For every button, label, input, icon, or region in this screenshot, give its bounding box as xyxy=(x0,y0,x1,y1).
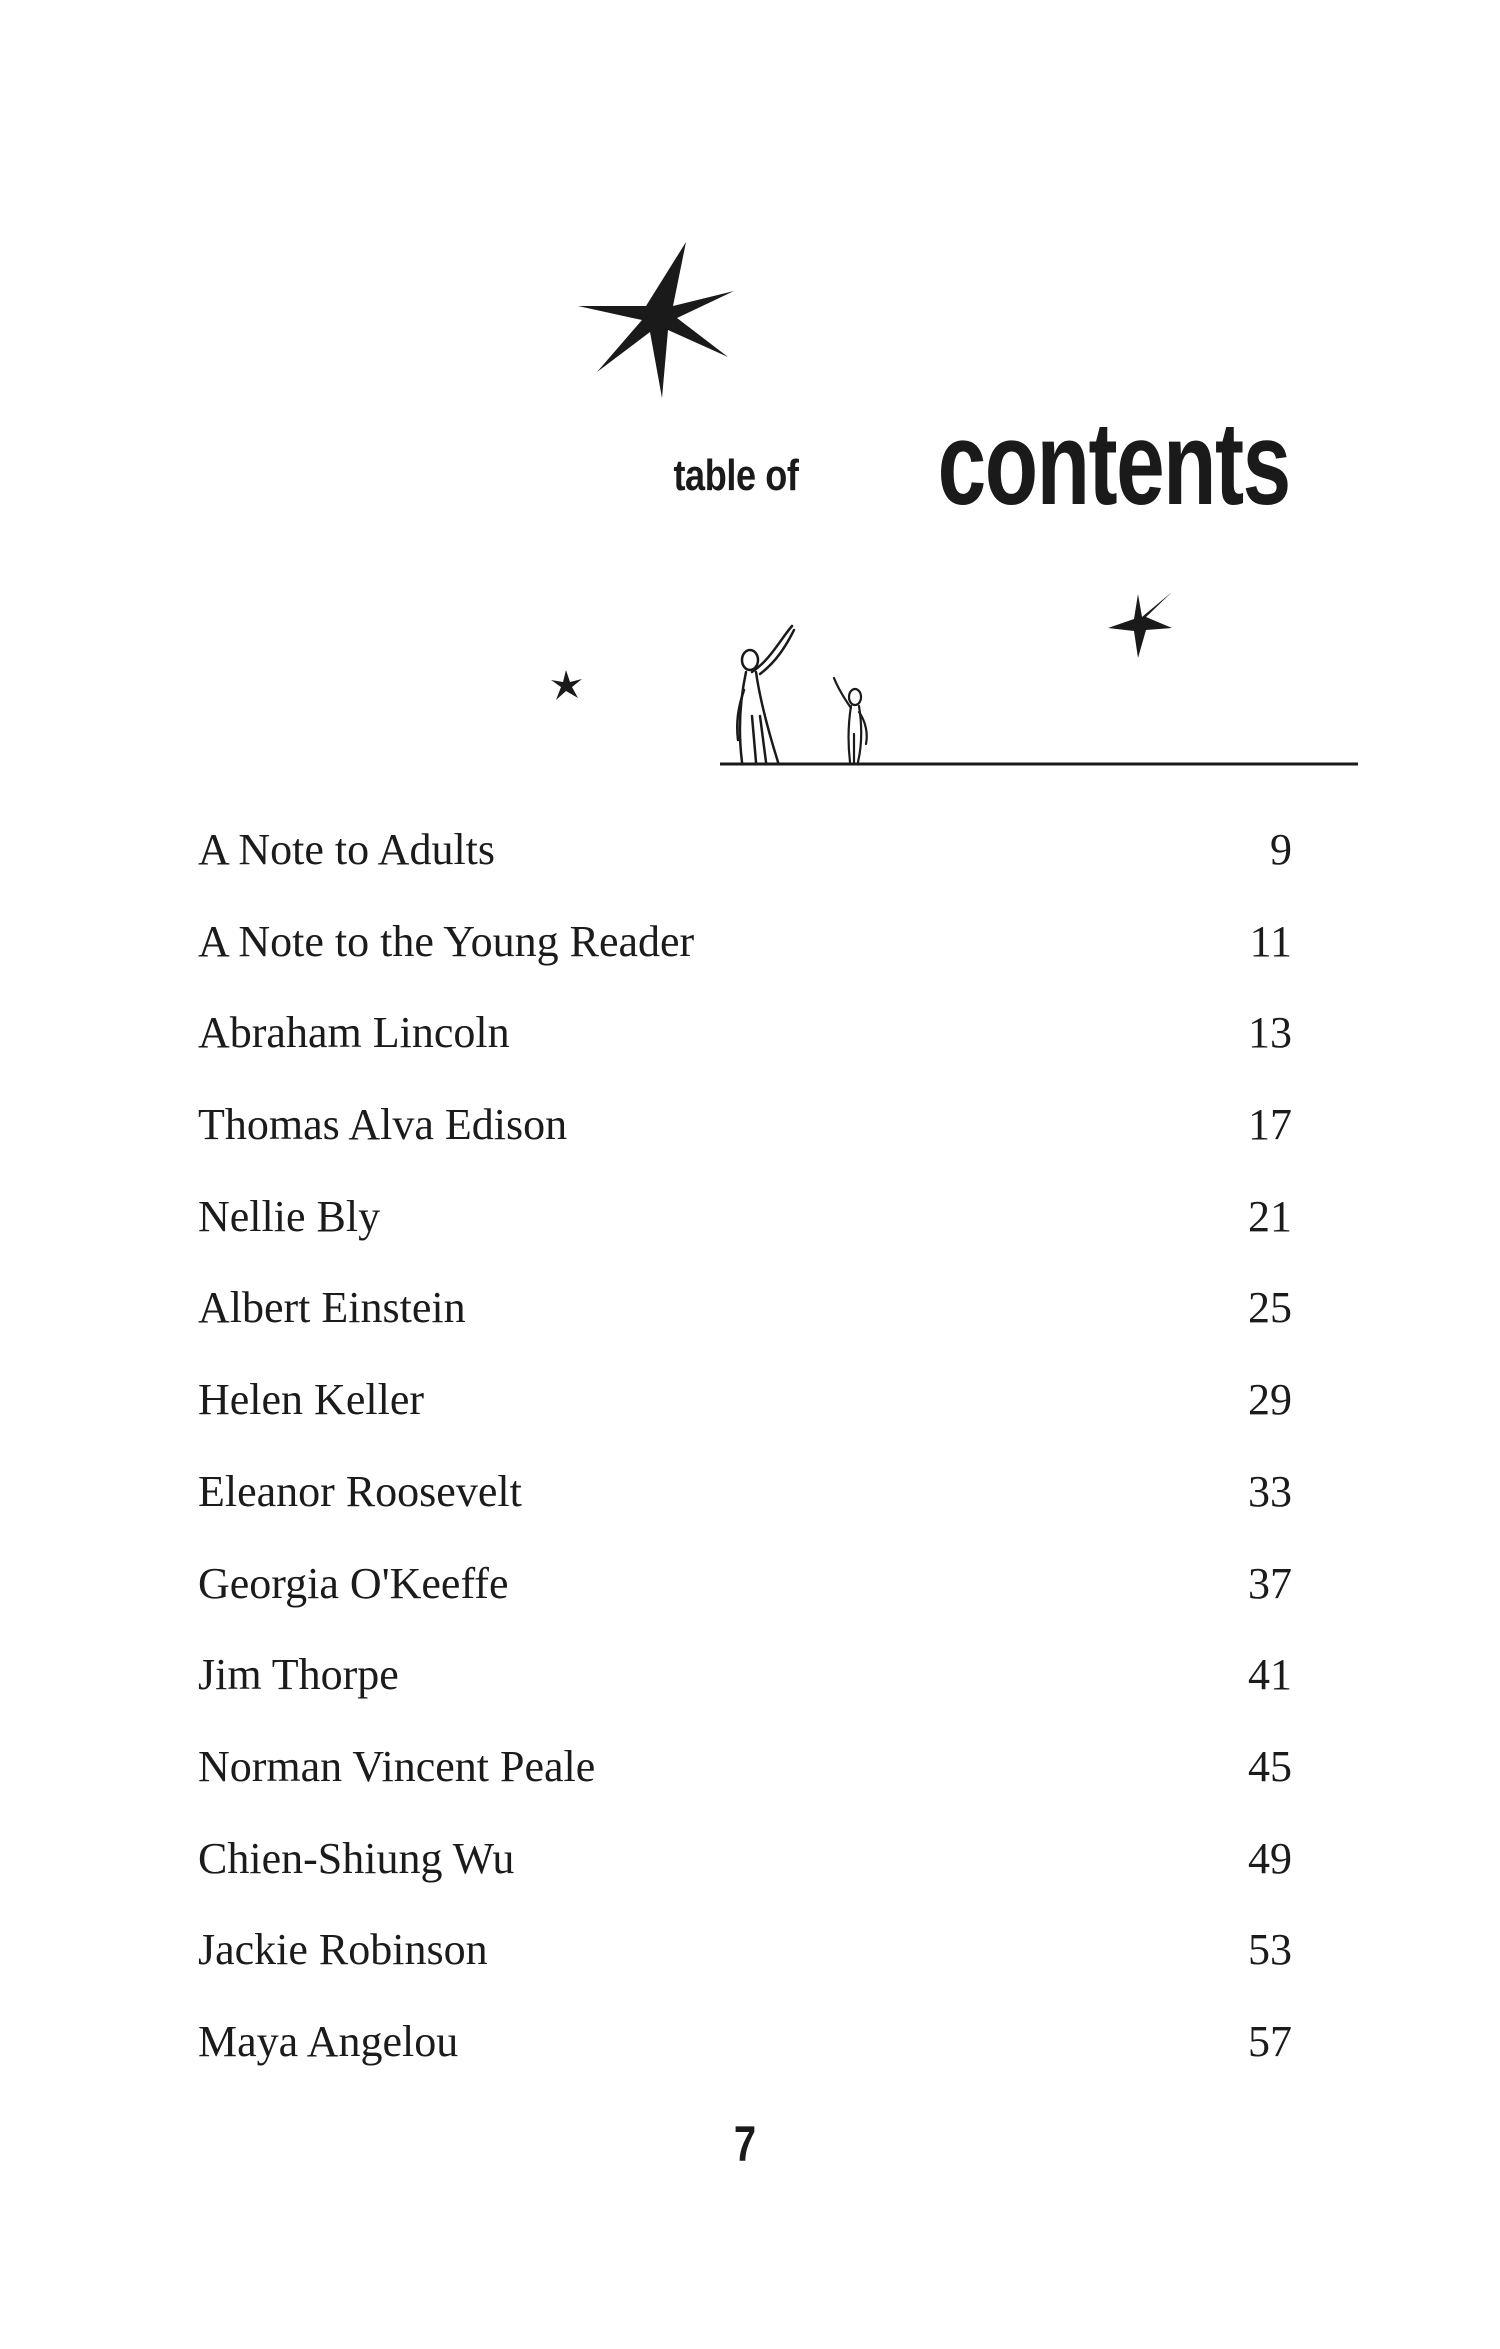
toc-entry-page: 41 xyxy=(1248,1650,1292,1700)
table-of-contents xyxy=(198,825,1292,2112)
toc-entry-page: 45 xyxy=(1248,1741,1292,1791)
toc-entry-title: Thomas Alva Edison xyxy=(198,1100,568,1150)
page-title xyxy=(646,398,1290,530)
adult-figure-icon xyxy=(737,626,794,762)
toc-entry-title: Jackie Robinson xyxy=(198,1925,488,1975)
toc-entry-title: Helen Keller xyxy=(198,1375,424,1425)
toc-entry[interactable] xyxy=(198,1925,1292,2020)
small-star-icon xyxy=(551,670,582,700)
toc-entry-title: A Note to Adults xyxy=(198,825,496,874)
toc-entry-page: 13 xyxy=(1248,1008,1292,1058)
toc-entry[interactable] xyxy=(198,1558,1292,1654)
toc-entry[interactable] xyxy=(198,1650,1292,1745)
toc-entry-page: 37 xyxy=(1248,1558,1292,1608)
toc-entry-page: 9 xyxy=(1270,825,1292,874)
toc-entry[interactable] xyxy=(198,825,1292,920)
toc-entry-title: A Note to the Young Reader xyxy=(198,916,695,966)
toc-entry-title: Albert Einstein xyxy=(198,1283,466,1333)
child-figure-icon xyxy=(834,678,867,762)
toc-entry[interactable] xyxy=(198,916,1292,1012)
toc-entry[interactable] xyxy=(198,1375,1292,1470)
title-main: contents xyxy=(937,398,1290,530)
toc-entry-title: Georgia O'Keeffe xyxy=(198,1558,509,1608)
toc-entry[interactable] xyxy=(198,1833,1292,1929)
page-number: 7 xyxy=(733,2116,757,2172)
title-prefix: table of xyxy=(673,451,799,500)
medium-star-icon xyxy=(1108,592,1172,658)
toc-entry[interactable] xyxy=(198,1100,1292,1195)
toc-entry-page: 49 xyxy=(1248,1833,1292,1883)
toc-entry-page: 29 xyxy=(1248,1375,1292,1425)
toc-entry-title: Abraham Lincoln xyxy=(198,1008,510,1058)
toc-entry[interactable] xyxy=(198,1283,1292,1378)
toc-entry[interactable] xyxy=(198,1008,1292,1103)
toc-entry[interactable] xyxy=(198,2016,1292,2112)
toc-entry-title: Eleanor Roosevelt xyxy=(198,1466,522,1516)
toc-entry-title: Chien-Shiung Wu xyxy=(198,1833,515,1883)
toc-entry-title: Jim Thorpe xyxy=(198,1650,399,1700)
toc-entry-page: 57 xyxy=(1248,2016,1292,2066)
toc-entry-page: 17 xyxy=(1248,1100,1292,1150)
toc-entry[interactable] xyxy=(198,1741,1292,1837)
toc-entry-page: 11 xyxy=(1249,916,1292,966)
large-star-icon xyxy=(578,242,734,398)
toc-entry-title: Nellie Bly xyxy=(198,1191,381,1241)
toc-entry[interactable] xyxy=(198,1466,1292,1562)
toc-entry-page: 25 xyxy=(1248,1283,1292,1333)
toc-entry-title: Norman Vincent Peale xyxy=(198,1741,596,1791)
toc-entry-page: 53 xyxy=(1248,1925,1292,1975)
toc-entry[interactable] xyxy=(198,1191,1292,1287)
toc-entry-page: 21 xyxy=(1248,1191,1292,1241)
toc-entry-page: 33 xyxy=(1248,1466,1292,1516)
toc-entry-title: Maya Angelou xyxy=(198,2016,459,2066)
